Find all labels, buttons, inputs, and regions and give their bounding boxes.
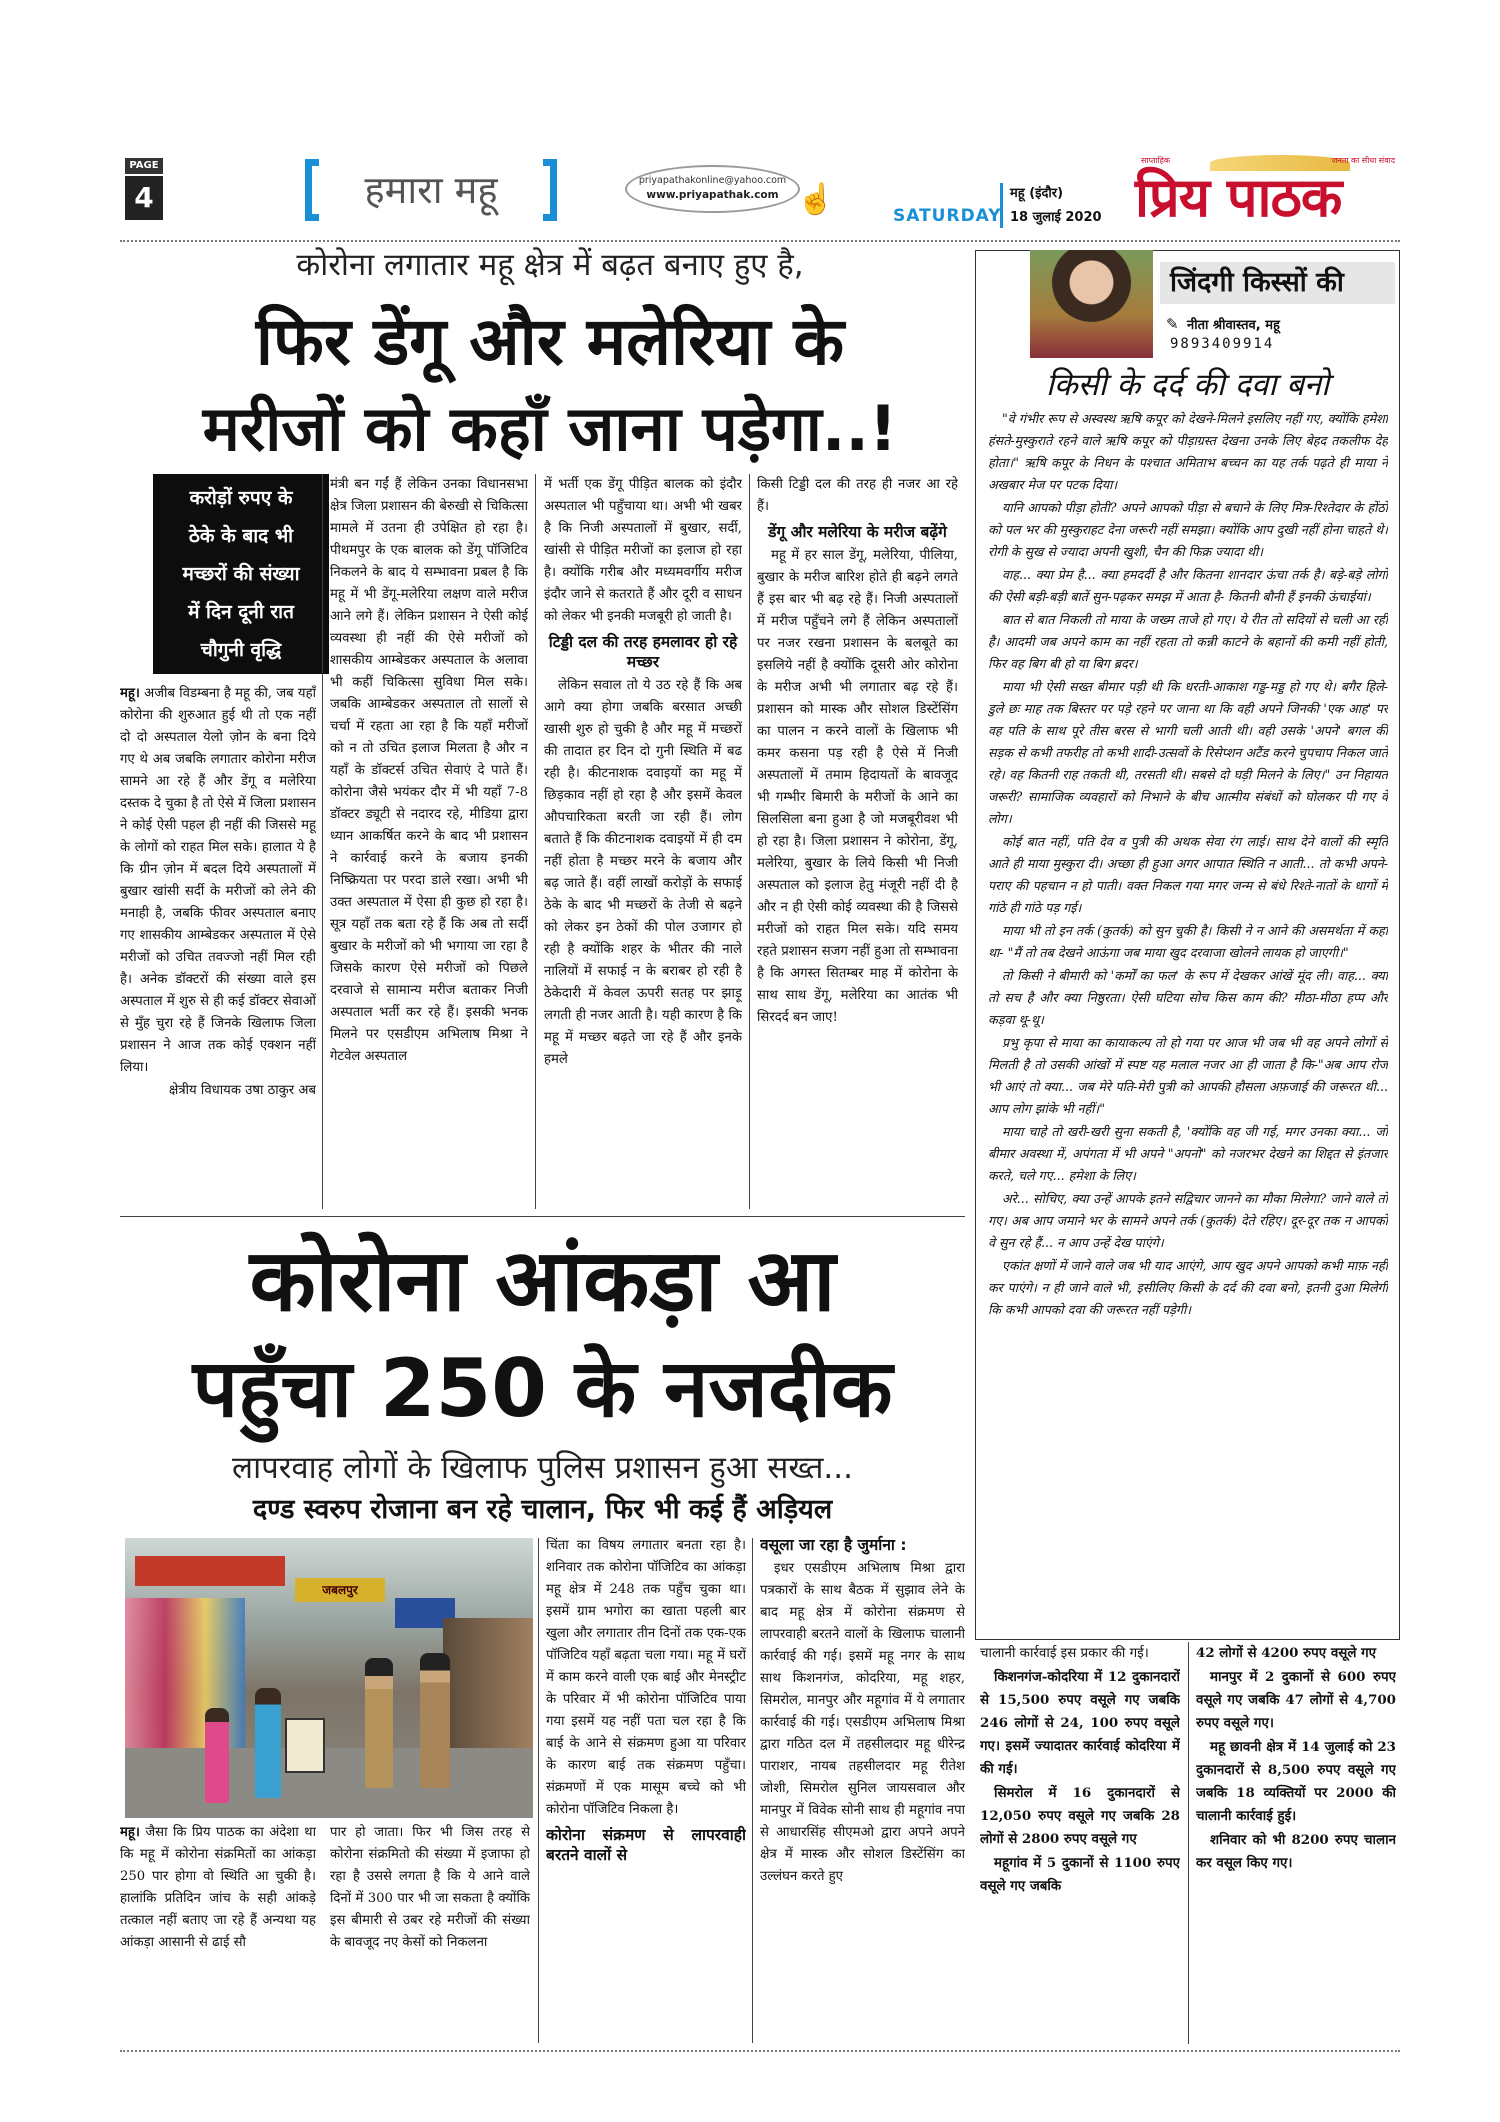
column-para: कोई बात नहीं, पति देव व पुत्री की अथक सेवा रंग लाई। साथ देने वालों की स्मृति आते ही माया मुस्कुरा दी। अच्छा ही हुआ अगर आपात स्थिति न आती... तो कभी अपने-पराए की पहचान न हो पाती। वक्त निकल गया मगर जन्म से बंधे रिश्ते-नातों के धागों में गांठे ही गांठे पड़ गई। (988, 834, 1388, 915)
story2-col1-text: जैसा कि प्रिय पाठक का अंदेशा था कि महू में कोरोना संक्रमितों का आंकड़ा 250 पार होगा वो स्थिति आ चुकी है। हालांकि प्रतिदिन जांच के सही आंकड़े तत्काल नहीं बताए जा रहे हैं अन्यथा यह आंकड़ा आसानी से ढाई सौ (120, 1825, 316, 1950)
column-rule (749, 474, 750, 1209)
street-photo (125, 1538, 533, 1818)
fine-line: 42 लोगों से 4200 रुपए वसूले गए (1196, 1645, 1377, 1661)
story2-dateline: महू। (120, 1825, 140, 1840)
logo-tag-right: जनता का सीधा संवाद (1331, 156, 1395, 165)
story2-column-6 (1196, 1642, 1396, 2044)
story2-headline-line2: पहुँचा 250 के नजदीक (192, 1342, 893, 1435)
author-photo (1030, 250, 1153, 358)
story1-headline-line1: फिर डेंगू और मलेरिया के (255, 303, 845, 380)
column-para: अरे... सोचिए, क्या उन्हें आपके इतने सद्विचार जानने का मौका मिलेगा? जाने वाले तो गए। अब आप जमाने भर के सामने अपने तर्क (कुतर्क) देते रहिए। दूर-दूर तक न आपको वे सुन रहे हैं... न आप उन्हें देख पाएंगे। (988, 1191, 1388, 1250)
column-para: बात से बात निकली तो माया के जख्म ताजे हो गए। ये रीत तो सदियों से चली आ रही है। आदमी जब अपने काम का नहीं रहता तो कन्नी काटने के बहानों की कमी नहीं होती, फिर वह बिग बी हो या बिग ब्रदर। (988, 612, 1388, 671)
left-bracket-icon (305, 159, 319, 221)
place-label: महू (इंदौर) (1010, 186, 1064, 201)
story2-col4-subheading: वसूला जा रहा है जुर्माना : (760, 1536, 907, 1554)
fine-line: किशनगंज-कोदरिया में 12 दुकानदारों से 15,500 रुपए वसूले गए जबकि 246 लोगों से 24, 100 रुपए वसूले गए। इसमें ज्यादातर कार्रवाई कोदरिया में की गई। (980, 1669, 1180, 1777)
contact-block (615, 165, 835, 225)
pen-icon: ✎ (1166, 315, 1179, 333)
pedestrian (205, 1708, 229, 1803)
story2-col3-subheading: कोरोना संक्रमण से लापरवाही बरतने वालों से (546, 1826, 746, 1864)
story1-col3a-text: में भर्ती एक डेंगू पीड़ित बालक को इंदौर अस्पताल भी पहुँचाया था। अभी भी खबर है कि निजी अस्पतालों में बुखार, सर्दी, खांसी से पीड़ित मरीजों का इलाज हो रहा है। क्योंकि गरीब और मध्यमवर्गीय मरीज इंदौर जाने से कतराते हैं और दूरी व साधन को लेकर भी इनकी मजबूरी हो जाती है। (544, 477, 742, 624)
fine-line: महूगांव में 5 दुकानों से 1100 रुपए वसूले गए जबकि (980, 1855, 1180, 1894)
notice-board (285, 1718, 325, 1773)
logo-tag-left: साप्ताहिक (1141, 156, 1171, 165)
story2-subheading-1: लापरवाह लोगों के खिलाफ पुलिस प्रशासन हुआ सख्त... (232, 1450, 853, 1486)
story-separator (120, 1216, 965, 1217)
column-phone: 9893409914 (1170, 336, 1275, 352)
story1-kicker: कोरोना लगातार महू क्षेत्र में बढ़त बनाए हुए है, (296, 247, 804, 283)
column-para: यानि आपको पीड़ा होती? अपने आपको पीड़ा से बचाने के लिए मित्र-रिश्तेदार के होंठों को पल भर की मुस्कुराहट देना जरूरी नहीं समझा। क्योंकि आप दुखी नहीं होना चाहते थे। रोगी के सुख से ज्यादा अपनी खुशी, चैन की फिक्र ज्यादा थी। (988, 500, 1388, 559)
shop-front (443, 1618, 533, 1768)
website: www.priyapathak.com (646, 189, 779, 201)
fine-line: सिमरोल में 16 दुकानदारों से 12,050 रुपए वसूले गए जबकि 28 लोगों से 2800 रुपए वसूले गए (980, 1785, 1180, 1847)
story1-col1-text: अजीब विडम्बना है महू की, जब यहाँ कोरोना की शुरुआत हुई थी तो एक नहीं दो दो अस्पताल येलो ज़ोन के बना दिये गए थे अब जबकि लगातार कोरोना मरीज सामने आ रहे हैं और डेंगू व मलेरिया दस्तक दे चुका है तो ऐसे में जिला प्रशासन ने कोई ऐसी पहल ही नहीं की जिससे महू के लोगों को राहत मिल सके। हालात ये है कि ग्रीन ज़ोन में बदल दिये अस्पतालों में बुखार खांसी सर्दी के मरीजों को लेने की मनाही है, जबकि फीवर अस्पताल बनाए गए शासकीय आम्बेडकर अस्पताल में ऐसे मरीजों को उचित तवज्जो नहीं मिल रही है। अनेक डॉक्टरों की संख्या वाले इस अस्पताल में शुरु से ही कई डॉक्टर सेवाओं से मुँह चुरा रहे हैं जिनके खिलाफ जिला प्रशासन ने आज तक कोई एक्शन नहीं लिया। (120, 686, 316, 1075)
road (125, 1748, 533, 1818)
story2-column-4 (760, 1535, 965, 2045)
column-title: जिंदगी किस्सों की (1170, 267, 1344, 298)
story1-side-box (153, 474, 329, 674)
column-rule (752, 1538, 753, 2043)
masthead-divider (120, 240, 1400, 242)
right-bracket-icon (543, 159, 557, 221)
story2-headline-line1: कोरोना आंकड़ा आ (249, 1231, 836, 1331)
story1-column-1 (120, 683, 316, 1209)
fine-line: महू छावनी क्षेत्र में 14 जुलाई को 23 दुकानदारों से 8,500 रुपए वसूले गए जबकि 18 व्यक्तियों पर 2000 की चालानी कार्रवाई हुई। (1196, 1739, 1396, 1824)
pointer-hand-icon: ☝ (797, 182, 835, 217)
story1-col1-end: क्षेत्रीय विधायक उषा ठाकुर अब (168, 1083, 316, 1098)
story1-dateline: महू। (120, 686, 140, 701)
column-rule (538, 1538, 539, 2043)
side-box-line: में दिन दूनी रात (188, 601, 294, 623)
story1-column-4 (757, 474, 958, 1209)
column-rule (1188, 1642, 1189, 2044)
fine-line: मानपुर में 2 दुकानों से 600 रुपए वसूले गए जबकि 47 लोगों से 4,700 रुपए वसूले गए। (1196, 1669, 1396, 1731)
shop-sign (135, 1556, 285, 1586)
column-para: तो किसी ने बीमारी को 'कर्मों का फल' के रूप में देखकर आंखें मूंद ली। वाह... क्या तो सच है और क्या निष्ठुरता। ऐसी घटिया सोच किस काम की? मीठा-मीठा हप्प और कड़वा थू-थू। (988, 968, 1388, 1027)
column-heading: किसी के दर्द की दवा बनो (1045, 367, 1330, 403)
date-label: 18 जुलाई 2020 (1010, 210, 1102, 225)
column-para: वाह... क्या प्रेम है... क्या हमदर्दी है और कितना शानदार ऊंचा तर्क है। बड़े-बड़े लोगों की ऐसी बड़ी-बड़ी बातें सुन-पढ़कर समझ में आता है- कितनी बौनी हैं इनकी ऊंचाईयां। (988, 567, 1388, 604)
story1-col3-subheading: टिड्डी दल की तरह हमलावर हो रहे मच्छर (548, 633, 738, 671)
page-tag: PAGE (125, 158, 163, 174)
date-divider (1000, 183, 1003, 228)
column-para: "वे गंभीर रूप से अस्वस्थ ऋषि कपूर को देखने-मिलने इसलिए नहीं गए, क्योंकि हमेशा हंसते-मुस्कुराते रहने वाले ऋषि कपूर को पीड़ाग्रस्त देखना उनके लिए बेहद तकलीफ देह होता।" ऋषि कपूर के निधन के पश्चात अमिताभ बच्चन का यह तर्क पढ़ते ही माया ने अखबार मेज पर पटक दिया। (988, 411, 1388, 492)
police-officer (420, 1653, 450, 1788)
story2-column-1 (120, 1822, 316, 2044)
email: priyapathakonline@yahoo.com (638, 175, 787, 186)
story1-column-2 (330, 474, 528, 1209)
fine-line: चालानी कार्रवाई इस प्रकार की गई। (980, 1646, 1149, 1661)
side-box-line: करोड़ों रुपए के (189, 487, 293, 509)
column-rule (535, 474, 536, 1209)
story1-col4a-text: किसी टिड्डी दल की तरह ही नजर आ रहे हैं। (757, 477, 958, 514)
police-officer (365, 1658, 393, 1788)
story1-col4-subheading: डेंगू और मलेरिया के मरीज बढ़ेंगे (768, 523, 947, 541)
logo-text: प्रिय पाठक (1135, 166, 1342, 229)
story1-column-3 (544, 474, 742, 1209)
story2-column-5 (980, 1642, 1180, 2044)
column-para: माया चाहे तो खरी-खरी सुना सकती है, 'क्योंकि वह जी गई, मगर उनका क्या... जो बीमार अवस्था में, अपंगता में भी अपने "अपनो" को नजरभर देखने का शिद्दत से इंतजार करते, चले गए... हमेशा के लिए। (988, 1124, 1388, 1183)
column-para: माया भी तो इन तर्क (कुतर्क) को सुन चुकी है। किसी ने न आने की असमर्थता में कहा था- "मैं तो तब देखने आऊंगा जब माया खुद दरवाजा खोलने लायक हो जाएगी।" (988, 923, 1388, 960)
story2-col3-text: चिंता का विषय लगातार बनता रहा है। शनिवार तक कोरोना पॉजिटिव का आंकड़ा महू क्षेत्र में 248 तक पहुँच चुका था। इसमें ग्राम भगोरा का खाता पहली बार खुला और लगातार तीन दिनों तक एक-एक पॉजिटिव यहाँ बढ़ता चला गया। महू में घरों में काम करने वाली एक बाई और मेनस्ट्रीट के परिवार में भी कोरोना पॉजिटिव पाया गया इसमें यह नहीं पता चल रहा है कि बाई के आने से संक्रमण हुआ या परिवार के कारण बाई तक संक्रमण पहुँचा। संक्रमणों में एक मासूम बच्चे को भी कोरोना पॉजिटिव निकला है। (546, 1538, 746, 1817)
column-author: नीता श्रीवास्तव, महू (1187, 318, 1280, 333)
fine-line: शनिवार को भी 8200 रुपए चालान कर वसूल किए गए। (1196, 1832, 1396, 1871)
page-number: 4 (125, 176, 163, 220)
shop-sign: जबलपुर (295, 1578, 385, 1602)
story2-column-3 (546, 1535, 746, 2045)
story2-col2-text: पार हो जाता। फिर भी जिस तरह से कोरोना संक्रमितो की संख्या में इजाफा हो रहा है उससे लगता है कि ये आने वाले दिनों में 300 पार भी जा सकता है क्योंकि इस बीमारी से उबर रहे मरीजों की संख्या के बावजूद नए केसों को निकलना (330, 1825, 530, 1950)
column-para: माया भी ऐसी सख्त बीमार पड़ी थी कि धरती-आकाश गड्ड-मड्ड हो गए थे। बगैर हिले-डुले छः माह तक बिस्तर पर पड़े रहने पर जाना था कि वही अपने जिनकी 'एक आह' पर वह पति के साथ पूरे तीस बरस से भागी चली आती थी। वही उसके 'अपने' बगल की सड़क से कभी तफरीह तो कभी शादी-उत्सवों के रिसेप्शन अटैंड करने चुपचाप निकल जाते रहे। वह कितनी राह तकती थी, तरसती थी। सबसे दो घड़ी मिलने के लिए।" उन निहायत जरूरी? सामाजिक व्यवहारों को निभाने के बीच आत्मीय संबंधों को घोलकर पी गए वे लोग। (988, 679, 1388, 826)
pedestrian (255, 1688, 281, 1798)
section-label: हमारा महू (364, 168, 498, 212)
story1-col4b-text: महू में हर साल डेंगू, मलेरिया, पीलिया, बुखार के मरीज बारिश होते ही बढ़ने लगते हैं इस बार भी बढ़ रहे हैं। निजी अस्पतालों में मरीज पहुँचने लगे हैं लेकिन अस्पतालों पर नजर रखना प्रशासन के बलबूते का इसलिये नहीं है क्योंकि दूसरी ओर कोरोना के मरीज अभी भी लगातार बढ़ रहे हैं। प्रशासन को मास्क और सोशल डिस्टेंसिंग का पालन न करने वालों के खिलाफ भी कमर कसना पड़ रही है ऐसे में निजी अस्पतालों में तमाम हिदायतों के बावजूद भी गम्भीर बिमारी के मरीजों के आने का सिलसिला बना हुआ है जो मजबूरीवश भी हो रहा है। जिला प्रशासन ने कोरोना, डेंगू, मलेरिया, बुखार के लिये किसी भी निजी अस्पताल को इलाज हेतु मंजूरी नहीं दी है और न ही ऐसी कोई व्यवस्था की है जिससे मरीजों को राहत मिल सके। यदि समय रहते प्रशासन सजग नहीं हुआ तो सम्भावना है कि अगस्त सितम्बर माह में कोरोना के साथ साथ डेंगू, मलेरिया का आतंक भी सिरदर्द बन जाए! (757, 548, 958, 1025)
column-body (988, 408, 1388, 1634)
day-label: SATURDAY (893, 206, 1002, 226)
story1-headline-line2: मरीजों को कहाँ जाना पड़ेगा..! (202, 392, 898, 465)
story2-subheading-2: दण्ड स्वरुप रोजाना बन रहे चालान, फिर भी कई हैं अड़ियल (252, 1494, 833, 1525)
column-para: एकांत क्षणों में जाने वाले जब भी याद आएंगे, आप खुद अपने आपको कभी माफ़ नहीं कर पाएंगे। न ही जाने वाले भी, इसीलिए किसी के दर्द की दवा बनो, इतनी दुआ मिलेगी कि कभी आपको दवा की जरूरत नहीं पड़ेगी। (988, 1258, 1388, 1317)
side-box-line: ठेके के बाद भी (188, 525, 294, 547)
story1-col2-text: मंत्री बन गईं हैं लेकिन उनका विधानसभा क्षेत्र जिला प्रशासन की बेरुखी से चिकित्सा मामले में उतना ही उपेक्षित हो रहा है। पीथमपुर के एक बालक को डेंगू पॉजिटिव निकलने के बाद ये सम्भावना प्रबल है कि महू में भी डेंगू-मलेरिया लक्षण वाले मरीज आने लगे हैं। लेकिन प्रशासन ने ऐसी कोई व्यवस्था ही नहीं की ऐसे मरीजों को शासकीय आम्बेडकर अस्पताल के अलावा भी कहीं चिकित्सा सुविधा मिल सके। जबकि आम्बेडकर अस्पताल तो सालों से चर्चा में रहता आ रहा है कि यहाँ मरीजों को न तो उचित इलाज मिलता है और न यहाँ के डॉक्टर्स उचित सेवाएं दे पाते हैं। कोरोना जैसे भयंकर दौर में भी यहाँ 7-8 डॉक्टर ड्यूटी से नदारद रहे, मीडिया द्वारा ध्यान आकर्षित करने के बाद भी प्रशासन ने कार्रवाई करने के बजाय इनकी निष्क्रियता पर परदा डाले रखा। अभी भी उक्त अस्पताल में ऐसा ही कुछ हो रहा है। सूत्र यहाँ तक बता रहे हैं कि अब तो सर्दी बुखार के मरीजों को भी भगाया जा रहा है जिसके कारण ऐसे मरीजों को पिछले दरवाजे से सामान्य मरीज बताकर निजी अस्पताल भर्ती कर रहे हैं। इसकी भनक मिलने पर एसडीएम अभिलाष मिश्रा ने गेटवेल अस्पताल (330, 477, 528, 1064)
section-label-box (305, 155, 557, 225)
column-para: प्रभु कृपा से माया का कायाकल्प तो हो गया पर आज भी जब भी वह अपने लोगों से मिलती है तो उसकी आंखों में स्पष्ट यह मलाल नजर आ ही जाता है कि-"अब आप रोज भी आएं तो क्या... जब मेरे पति-मेरी पुत्री को आपकी हौसला अफ़जाई की जरूरत थी... आप लोग झांके भी नहीं।" (988, 1035, 1388, 1116)
footer-divider (120, 2050, 1400, 2052)
story2-column-2 (330, 1822, 530, 2044)
story2-col4-text: इधर एसडीएम अभिलाष मिश्रा द्वारा पत्रकारों के साथ बैठक में सुझाव लेने के बाद महू क्षेत्र में कोरोना संक्रमण से लापरवाही बरतने वालों के खिलाफ चालानी कार्रवाई की गई। इसमें महू नगर के साथ साथ किशनगंज, कोदरिया, महू शहर, सिमरोल, मानपुर और महूगांव में ये लगातार कार्रवाई की गई। एसडीएम अभिलाष मिश्रा द्वारा गठित दल में तहसीलदार महू धीरेन्द्र पाराशर, नायब तहसीलदार महू रीतेश जोशी, सिमरोल सुनिल जायसवाल और मानपुर में विवेक सोनी साथ ही महूगांव नपा से आधारसिंह सीएमओ द्वारा अपने अपने क्षेत्र में मास्क और सोशल डिस्टेंसिंग का उल्लंघन करते हुए (760, 1561, 965, 1884)
side-box-line: चौगुनी वृद्धि (200, 639, 282, 661)
story1-col3b-text: लेकिन सवाल तो ये उठ रहे हैं कि अब आगे क्या होगा जबकि बरसात अच्छी खासी शुरु हो चुकी है और महू में मच्छरों की तादात हर दिन दो गुनी स्थिति में बढ रही है। कीटनाशक दवाइयों का महू में छिड़काव नहीं हो रहा है और इसमें केवल औपचारिकता बरती जा रही हैं। लोग बताते हैं कि कीटनाशक दवाइयों में ही दम नहीं होता है मच्छर मरने के बजाय और बढ़ जाते हैं। वहीं लाखों करोड़ों के सफाई ठेके के बाद भी मच्छरों के तेजी से बढ़ने को लेकर इन ठेकों की पोल उजागर हो रही है क्योंकि शहर के भीतर की नाले नालियों में सफाई न के बराबर हो रही है ठेकेदारी में केवल ऊपरी सतह पर झाड़ू लगती ही नजर आती है। यही कारण है कि महू में मच्छर बढ़ते जा रहे हैं और इनके हमले (544, 678, 742, 1067)
page-number-block (125, 158, 163, 222)
paper-logo (1135, 155, 1395, 235)
column-rule (322, 474, 323, 1209)
side-box-line: मच्छरों की संख्या (182, 563, 300, 585)
